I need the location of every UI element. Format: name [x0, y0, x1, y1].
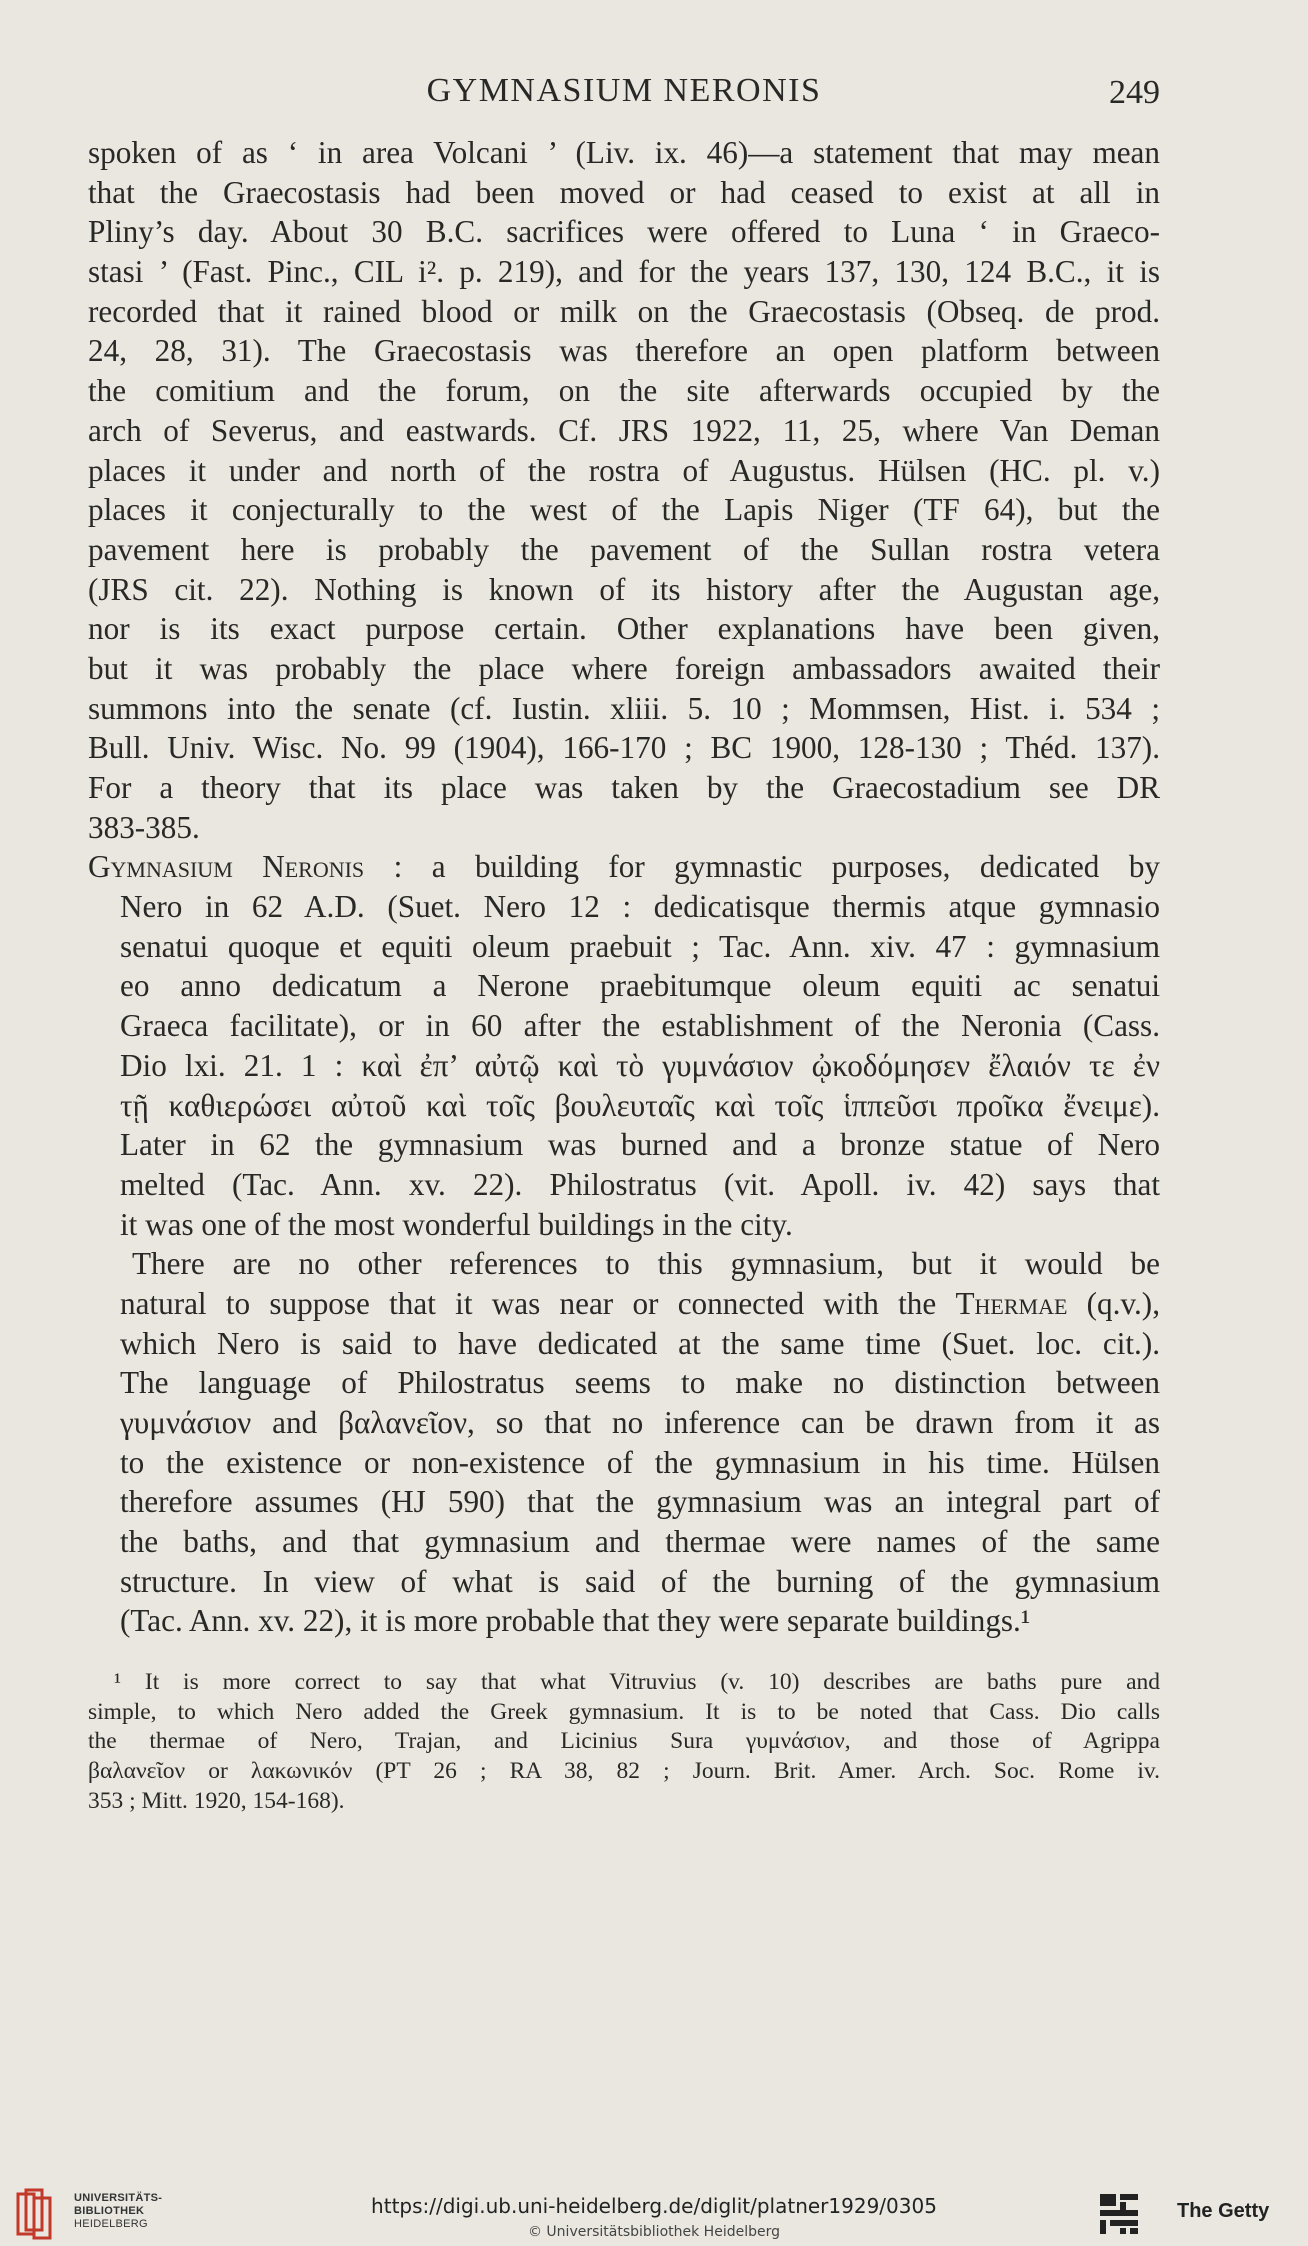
text-line: arch of Severus, and eastwards. Cf. JRS 1922, 11, 25, where Van Deman: [88, 412, 1160, 448]
text-line: Bull. Univ. Wisc. No. 99 (1904), 166-170 ; BC 1900, 128-130 ; Théd. 137).: [88, 730, 1160, 766]
text-line: Nero in 62 A.D. (Suet. Nero 12 : dedicatisque thermis atque gymnasio: [120, 889, 1160, 925]
text-segment: (q.v.),: [1067, 1285, 1160, 1321]
footnote-line: the thermae of Nero, Trajan, and Licinius Sura γυμνάσιον, and those of Agrippa: [88, 1728, 1160, 1755]
footnote-line: ¹ It is more correct to say that what Vitruvius (v. 10) describes are baths pure and: [114, 1669, 1160, 1695]
footnote-line: simple, to which Nero added the Greek gymnasium. It is to be noted that Cass. Dio calls: [88, 1698, 1160, 1725]
text-line: structure. In view of what is said of the burning of the gymnasium: [120, 1563, 1160, 1599]
text-line: 24, 28, 31). The Graecostasis was therefore an open platform between: [88, 333, 1160, 369]
cross-reference-thermae: Thermae: [955, 1285, 1068, 1321]
text-line: to the existence or non-existence of the gymnasium in his time. Hülsen: [120, 1444, 1160, 1480]
copyright-notice: © Universitätsbibliothek Heidelberg: [527, 2224, 780, 2240]
text-line: senatui quoque et equiti oleum praebuit ; Tac. Ann. xiv. 47 : gymnasium: [120, 928, 1160, 964]
text-line: (JRS cit. 22). Nothing is known of its history after the Augustan age,: [88, 571, 1160, 607]
text-line: that the Graecostasis had been moved or had ceased to exist at all in: [88, 174, 1160, 210]
running-title: GYMNASIUM NERONIS: [426, 72, 822, 109]
getty-logo-icon: [1098, 2192, 1140, 2236]
text-line-greek: Dio lxi. 21. 1 : καὶ ἐπ’ αὐτῷ καὶ τὸ γυμνάσιον ᾠκοδόμησεν ἔλαιόν τε ἐν: [120, 1047, 1160, 1083]
text-line: Later in 62 the gymnasium was burned and a bronze statue of Nero: [120, 1127, 1160, 1163]
entry-first-line-text: : a building for gymnastic purposes, dedicated by: [364, 849, 1161, 885]
text-line: therefore assumes (HJ 590) that the gymnasium was an integral part of: [120, 1484, 1160, 1520]
library-name-line: BIBLIOTHEK: [74, 2205, 145, 2217]
text-line: spoken of as ‘ in area Volcani ’ (Liv. ix. 46)—a statement that may mean: [88, 135, 1160, 170]
library-name-line: UNIVERSITÄTS-: [74, 2192, 163, 2204]
text-line: The language of Philostratus seems to make no distinction between: [120, 1365, 1160, 1401]
library-name-line: HEIDELBERG: [74, 2218, 148, 2230]
text-line-greek: τῇ καθιερώσει αὐτοῦ καὶ τοῖς βουλευταῖς καὶ τοῖς ἱππεῦσι προῖκα ἔνειμε).: [120, 1087, 1160, 1123]
text-line: Graeca facilitate), or in 60 after the establishment of the Neronia (Cass.: [120, 1008, 1160, 1044]
text-line: the comitium and the forum, on the site afterwards occupied by the: [88, 373, 1160, 409]
text-line: For a theory that its place was taken by the Graecostadium see DR: [88, 770, 1160, 805]
text-segment: natural to suppose that it was near or connected with the: [120, 1285, 956, 1321]
text-line: pavement here is probably the pavement of the Sullan rostra vetera: [88, 531, 1160, 567]
footnote-line: 353 ; Mitt. 1920, 154-168).: [88, 1787, 345, 1814]
text-line: eo anno dedicatum a Nerone praebitumque oleum equiti ac senatui: [120, 968, 1160, 1004]
main-text: [88, 133, 1160, 1641]
text-line: the baths, and that gymnasium and thermae were names of the same: [120, 1524, 1160, 1560]
digitization-footer: [0, 2178, 1308, 2246]
text-line: γυμνάσιον and βαλανεῖον, so that no inference can be drawn from it as: [120, 1405, 1160, 1440]
text-line: (Tac. Ann. xv. 22), it is more probable that they were separate buildings.¹: [120, 1603, 1031, 1639]
text-line: 383-385.: [88, 809, 200, 845]
source-url-link[interactable]: https://digi.ub.uni-heidelberg.de/diglit/platner1929/0305: [371, 2194, 937, 2218]
text-line: it was one of the most wonderful buildings in the city.: [120, 1206, 793, 1242]
text-line: but it was probably the place where foreign ambassadors awaited their: [88, 650, 1160, 686]
text-line: places it conjecturally to the west of the Lapis Niger (TF 64), but the: [88, 492, 1160, 528]
text-line: summons into the senate (cf. Iustin. xliii. 5. 10 ; Mommsen, Hist. i. 534 ;: [88, 690, 1160, 726]
footnotes: [88, 1668, 1160, 1816]
text-line: nor is its exact purpose certain. Other explanations have been given,: [88, 611, 1160, 647]
text-line: stasi ’ (Fast. Pinc., CIL i². p. 219), and for the years 137, 130, 124 B.C., it is: [88, 254, 1160, 290]
entry-title: Gymnasium Neronis: [88, 849, 365, 885]
text-line: Pliny’s day. About 30 B.C. sacrifices were offered to Luna ‘ in Graeco-: [88, 214, 1160, 250]
page-number: 249: [1109, 74, 1160, 111]
text-line: recorded that it rained blood or milk on the Graecostasis (Obseq. de prod.: [88, 293, 1160, 329]
text-line: melted (Tac. Ann. xv. 22). Philostratus (vit. Apoll. iv. 42) says that: [120, 1166, 1160, 1202]
text-line: which Nero is said to have dedicated at the same time (Suet. loc. cit.).: [120, 1325, 1160, 1361]
text-line-with-reference: [88, 1284, 1160, 1324]
text-line: There are no other references to this gymnasium, but it would be: [132, 1246, 1160, 1282]
getty-name: The Getty: [1177, 2200, 1270, 2222]
footnote-line: βαλανεῖον or λακωνικόν (PT 26 ; RA 38, 82 ; Journ. Brit. Amer. Arch. Soc. Rome iv.: [88, 1758, 1160, 1785]
entry-first-line: [88, 847, 1160, 887]
text-line: places it under and north of the rostra of Augustus. Hülsen (HC. pl. v.): [88, 452, 1160, 488]
running-head: [88, 72, 1160, 122]
